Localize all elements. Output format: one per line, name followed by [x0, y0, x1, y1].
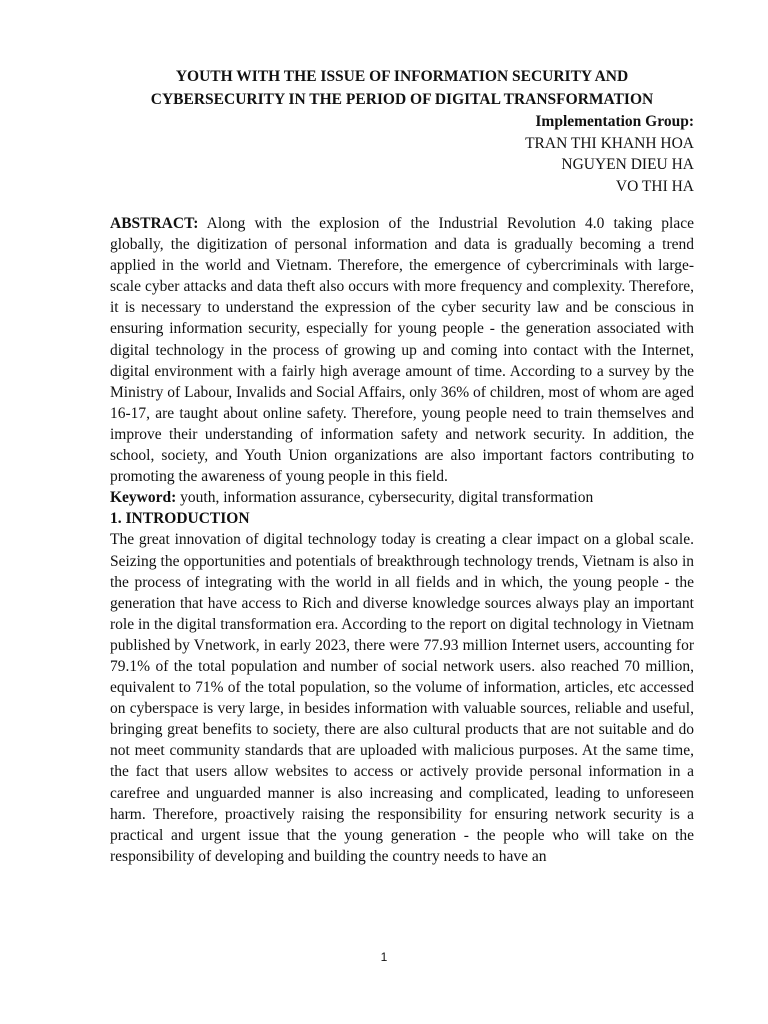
section-heading-introduction: 1. INTRODUCTION	[110, 510, 250, 528]
author-name: NGUYEN DIEU HA	[561, 156, 694, 173]
author-name: TRAN THI KHANH HOA	[525, 134, 694, 152]
abstract-label: ABSTRACT:	[110, 215, 199, 232]
introduction-paragraph: The great innovation of digital technology today is creating a clear impact on a global scale. Seizing the opportunities and potentials of breakthrough technology trends, Vietnam is also in the process of integrating with the world in all fields and in which, the young people - the generation that have access to Rich and diverse knowledge sources always play an important role in the digital transformation era. According to the report on digital technology in Vietnam published by Vnetwork, in early 2023, there were 77.93 million Internet users, accounting for 79.1% of the total population and number of social network users. also reached 70 million, equivalent to 71% of the total population, so the volume of information, articles, etc accessed on cyberspace is very large, in besides information with valuable sources, reliable and useful, bringing great benefits to society, there are also cultural products that are not suitable and do not meet community standards that are uploaded with malicious purposes. At the same time, the fact that users allow websites to access or actively provide personal information in a carefree and unguarded manner is also increasing and complicated, leading to unforeseen harm. Therefore, proactively raising the responsibility for ensuring network security is a practical and urgent issue that the young generation - the people who will take on the responsibility of developing and building the country needs to have an	[110, 531, 694, 865]
keyword-line	[110, 487, 694, 508]
page-number: 1	[380, 950, 388, 964]
paper-title: YOUTH WITH THE ISSUE OF INFORMATION SECURITY AND CYBERSECURITY IN THE PERIOD OF DIGITAL TRANSFORMATION	[150, 68, 654, 108]
keyword-label: Keyword:	[110, 489, 177, 507]
author-block	[110, 111, 694, 197]
abstract-text: Along with the explosion of the Industrial Revolution 4.0 taking place globally, the digitization of personal information and data is gradually becoming a trend applied in the world and Vietnam. Therefore, the emergence of cybercriminals with large-scale cyber attacks and data theft also occurs with more frequency and complexity. Therefore, it is necessary to understand the expression of the cyber security law and be conscious in ensuring information security, especially for young people - the generation associated with digital technology in the process of growing up and coming into contact with the Internet, digital environment with a fairly high average amount of time. According to a survey by the Ministry of Labour, Invalids and Social Affairs, only 36% of children, most of whom are aged 16-17, are taught about online safety. Therefore, young people need to train themselves and improve their understanding of information safety and network security. In addition, the school, society, and Youth Union organizations are also important factors contributing to promoting the awareness of young people in this field.	[110, 215, 694, 486]
keyword-text: youth, information assurance, cybersecurity, digital transformation	[176, 489, 594, 507]
implementation-group-label: Implementation Group:	[535, 113, 694, 130]
document-page	[110, 66, 694, 867]
abstract-paragraph	[110, 213, 694, 487]
author-name: VO THI HA	[615, 177, 694, 195]
